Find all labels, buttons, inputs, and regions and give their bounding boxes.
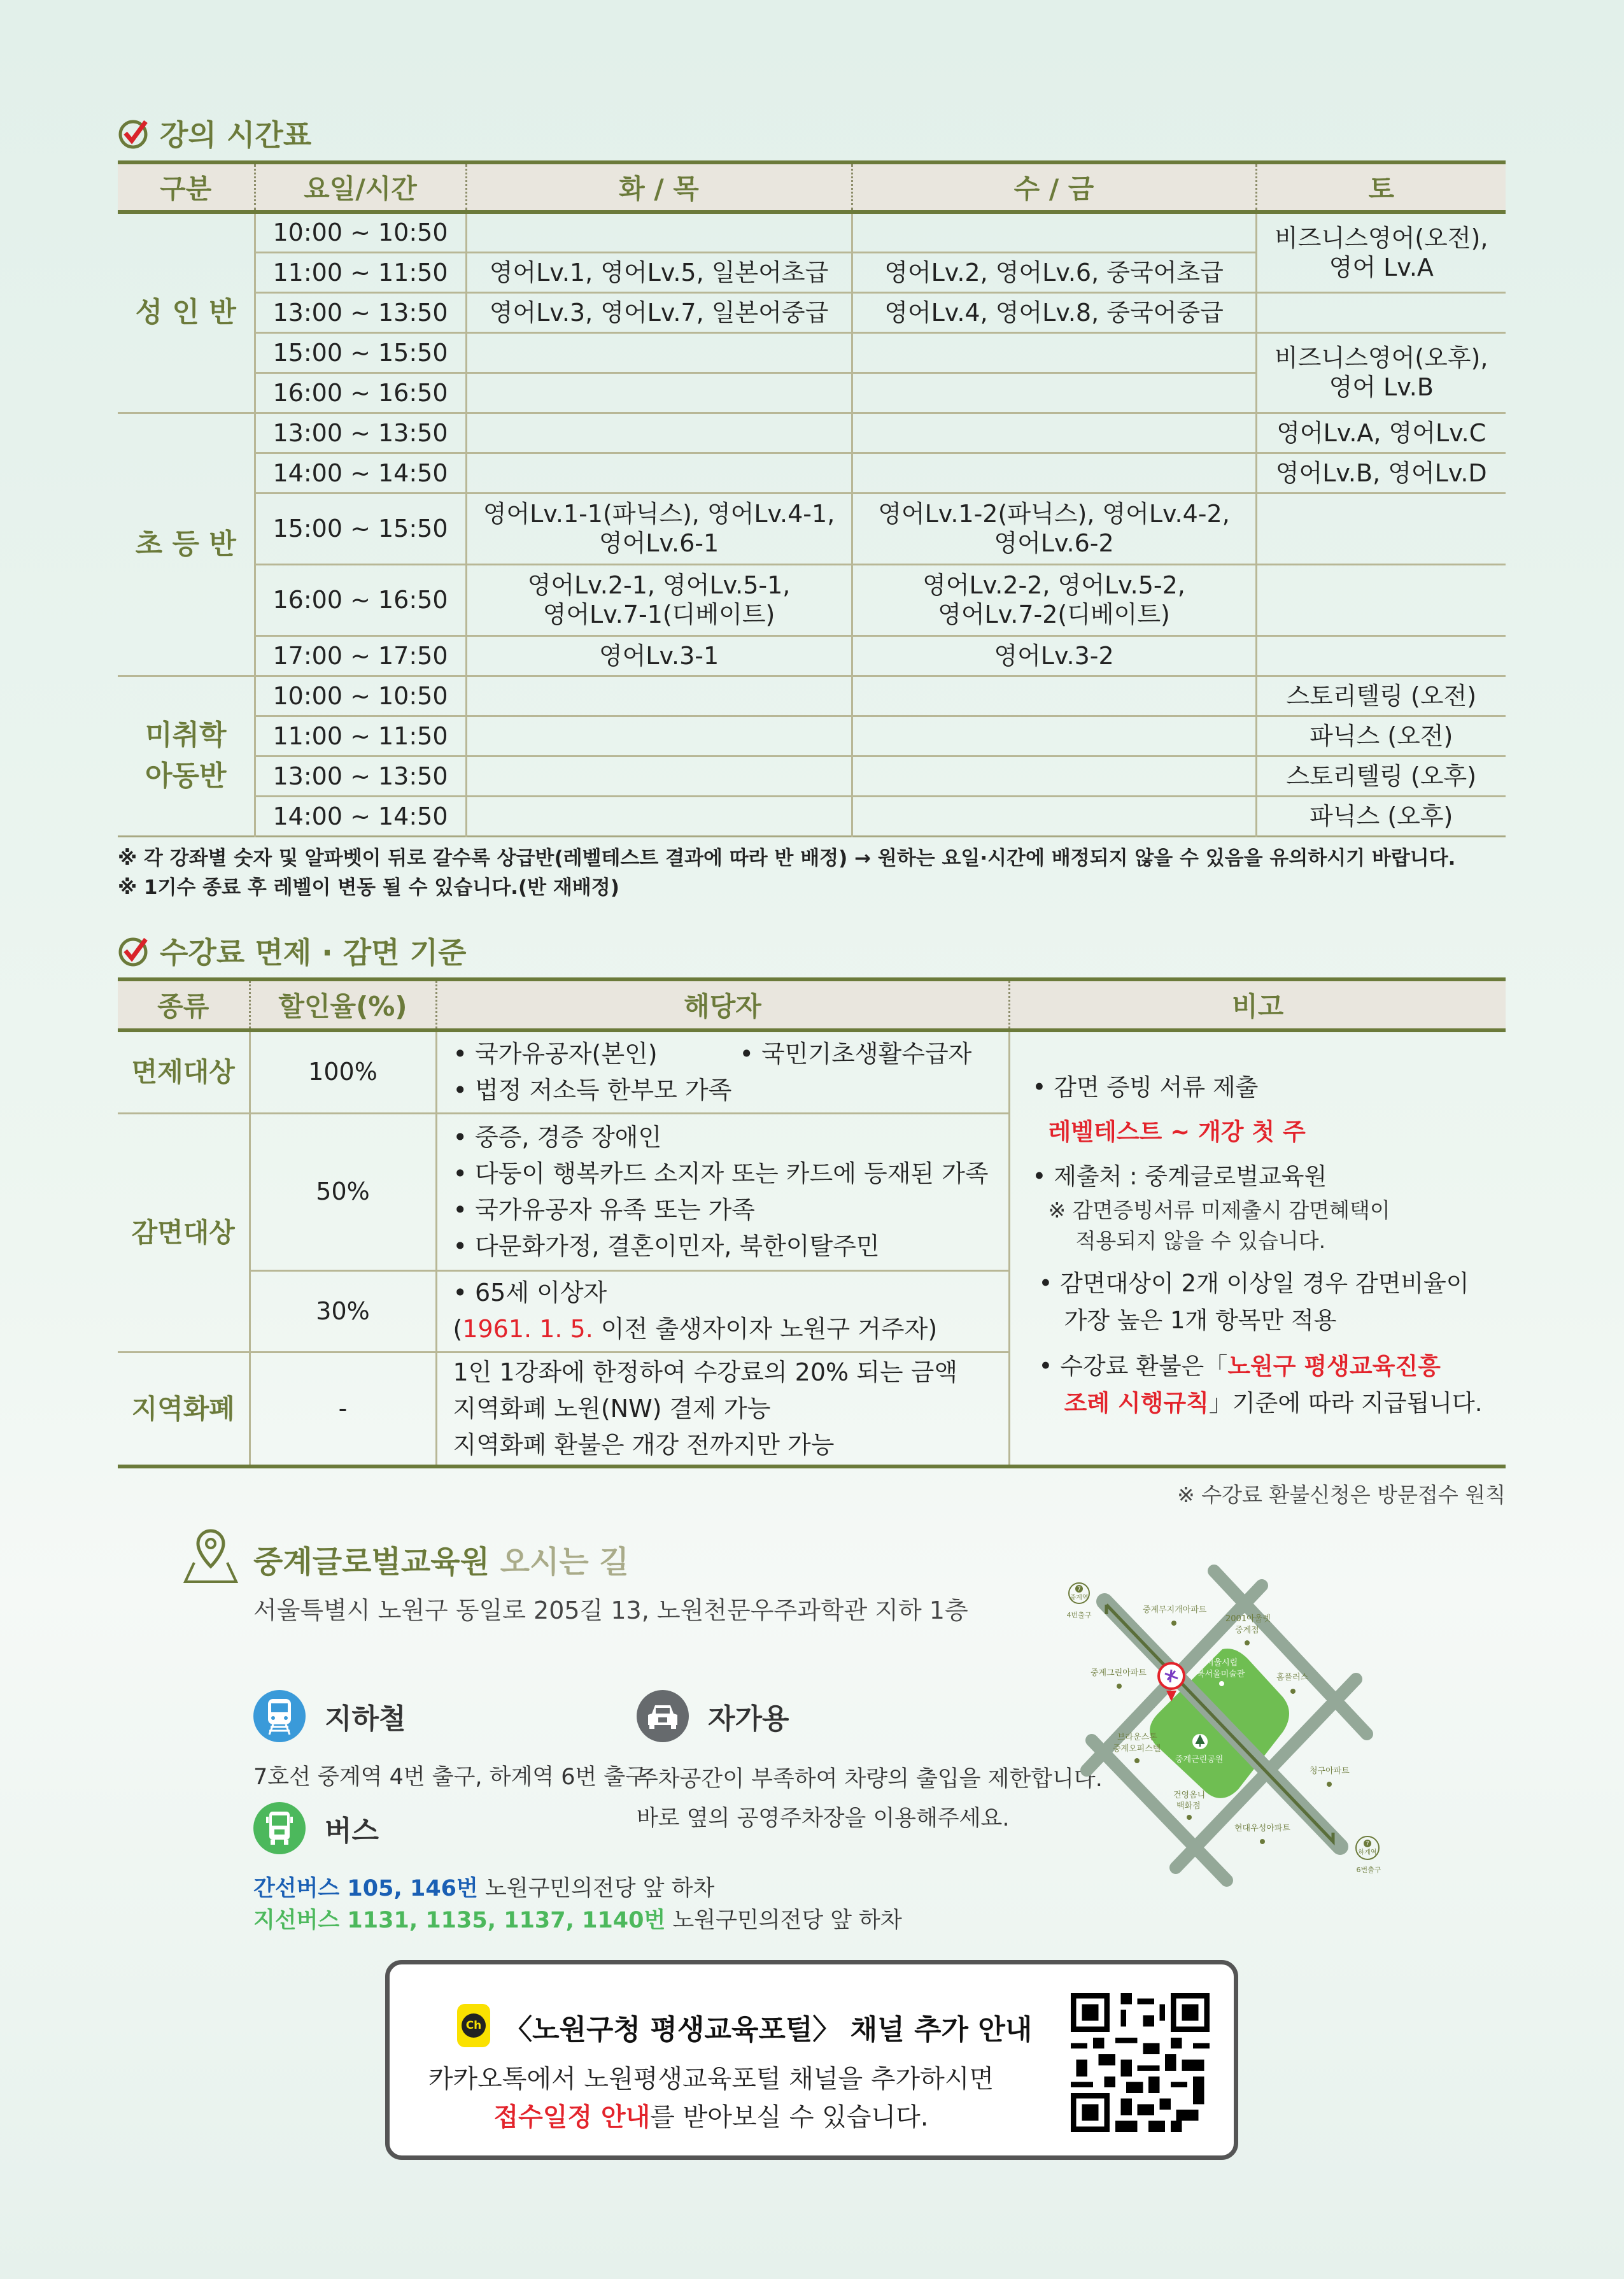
type-cell: 지역화폐 [118,1352,250,1466]
table-header-row [118,162,1506,212]
line-number: 7 [1077,1586,1081,1593]
wed-fri-cell [852,373,1256,413]
time-cell: 13:00 ~ 13:50 [255,413,466,453]
column-header: 할인율(%) [250,979,436,1030]
wed-fri-cell [852,413,1256,453]
sat-cell: 파닉스 (오후) [1256,796,1506,836]
place-label: 북서울미술관 [1197,1670,1245,1679]
tue-thu-cell [466,716,852,756]
sat-cell [1256,332,1506,413]
table-row [118,676,1506,716]
directions-title-main: 중계글로벌교육원 [253,1544,490,1580]
eligible-item: • 국가유공자 유족 또는 가족 [453,1195,756,1224]
schedule-table [118,160,1506,837]
tue-thu-cell [466,564,852,635]
map-pin-icon [181,1527,240,1586]
table-row [118,796,1506,836]
rate-cell: 30% [250,1270,436,1352]
tue-thu-cell: 영어Lv.3-1 [466,635,852,676]
bus-label: 버스 [325,1815,379,1847]
column-header: 해당자 [436,979,1009,1030]
remark-highlight: 레벨테스트 ~ 개강 첫 주 [1048,1118,1306,1146]
place-label: 홈플러스 [1276,1673,1309,1682]
sat-line: 비즈니스영어(오전), [1274,224,1488,252]
group-label-preschool [118,676,255,836]
type-cell: 면제대상 [131,1056,235,1088]
place-label: 백화점 [1176,1801,1201,1811]
car-text-line: 바로 옆의 공영주차장을 이용해주세요. [637,1806,1010,1831]
kakao-highlight: 접수일정 안내 [493,2103,651,2132]
kakao-channel-box [385,1960,1238,2160]
wed-fri-cell [852,453,1256,493]
wed-fri-cell [852,332,1256,373]
route-arrow [1106,1605,1333,1842]
type-cell: 감면대상 [118,1113,250,1352]
eligible-text: ( [453,1315,463,1343]
eligible-cell [436,1352,1009,1466]
kakao-line: 를 받아보실 수 있습니다. [650,2103,929,2132]
tue-thu-cell [466,212,852,252]
time-cell: 16:00 ~ 16:50 [255,373,466,413]
eligible-item: 지역화폐 환불은 개강 전까지만 가능 [453,1430,835,1459]
eligible-cell [436,1030,1009,1113]
car-header [637,1690,789,1742]
remark-line: • 감면 증빙 서류 제출 [1032,1073,1259,1101]
eligible-item: • 다문화가정, 결혼이민자, 북한이탈주민 [453,1232,880,1260]
kakao-description [390,2060,1033,2136]
remark-note: ※ 감면증빙서류 미제출시 감면혜택이 [1048,1197,1390,1223]
place-label: 중계그린아파트 [1091,1668,1147,1678]
bus-stop-text: 노원구민의전당 앞 하차 [477,1876,715,1901]
rate-cell: 100% [250,1030,436,1113]
station-name: 하계역 [1358,1849,1377,1856]
table-row [118,756,1506,796]
place-label: 중계근린공원 [1175,1755,1224,1764]
wed-fri-cell: 영어Lv.3-2 [852,635,1256,676]
fee-table [118,977,1506,1468]
place-label: 현대우성아파트 [1234,1824,1290,1833]
line-number: 7 [1366,1841,1369,1847]
eligible-item: • 국민기초생활수급자 [739,1039,972,1068]
time-cell: 11:00 ~ 11:50 [255,252,466,292]
refund-footnote: ※ 수강료 환불신청은 방문접수 원칙 [1177,1482,1506,1507]
table-row [118,1030,1506,1113]
eligible-cell [436,1270,1009,1352]
bus-stop-text: 노원구민의전당 앞 하차 [665,1908,902,1933]
station-exit: 6번출구 [1356,1866,1381,1874]
bus-header [253,1802,379,1854]
table-header-row [118,979,1506,1030]
remark-line: 가장 높은 1개 항목만 적용 [1064,1306,1337,1334]
time-cell: 15:00 ~ 15:50 [255,493,466,564]
qr-code[interactable] [1071,1993,1210,2132]
cell-line: 영어Lv.7-2(디베이트) [938,600,1170,628]
birth-date-highlight: 1961. 1. 5. [462,1315,593,1343]
table-row [118,716,1506,756]
tue-thu-cell: 영어Lv.3, 영어Lv.7, 일본어중급 [466,292,852,332]
time-cell: 10:00 ~ 10:50 [255,676,466,716]
column-header: 종류 [118,979,250,1030]
directions-title-sub: 오시는 길 [489,1544,629,1580]
station-exit: 4번출구 [1066,1611,1092,1619]
fees-title: 수강료 면제 · 감면 기준 [160,935,467,970]
place-label: 브라운스톤 [1117,1733,1157,1742]
sat-cell: 파닉스 (오전) [1256,716,1506,756]
time-cell: 10:00 ~ 10:50 [255,212,466,252]
sat-line: 영어 Lv.A [1329,253,1434,281]
table-row [118,332,1506,373]
cell-line: 영어Lv.2-1, 영어Lv.5-1, [527,571,791,599]
trunk-bus-line [253,1871,714,1903]
wed-fri-cell [852,564,1256,635]
tue-thu-cell [466,676,852,716]
cell-line: 영어Lv.1-2(파닉스), 영어Lv.4-2, [878,500,1230,528]
sat-cell [1256,635,1506,676]
tue-thu-cell [466,453,852,493]
sat-cell: 영어Lv.A, 영어Lv.C [1256,413,1506,453]
group-line: 미취학 [145,719,227,751]
column-header: 수 / 금 [852,162,1256,212]
table-row [118,493,1506,564]
subway-text: 7호선 중계역 4번 출구, 하계역 6번 출구 [253,1764,647,1790]
fees-section-title [118,930,466,972]
location-map [1066,1554,1464,1929]
sat-line: 영어 Lv.B [1329,373,1434,401]
cell-line: 영어Lv.2-2, 영어Lv.5-2, [922,571,1185,599]
eligible-item: • 중증, 경증 장애인 [453,1123,662,1151]
time-cell: 15:00 ~ 15:50 [255,332,466,373]
car-text [637,1759,1103,1838]
subway-icon [253,1690,306,1742]
time-cell: 11:00 ~ 11:50 [255,716,466,756]
sat-cell: 스토리텔링 (오전) [1256,676,1506,716]
eligible-item: • 다둥이 행복카드 소지자 또는 카드에 등재된 가족 [453,1159,989,1188]
directions-title [253,1537,629,1581]
wed-fri-cell [852,212,1256,252]
time-cell: 13:00 ~ 13:50 [255,756,466,796]
wed-fri-cell [852,676,1256,716]
remark-line: • 감면대상이 2개 이상일 경우 감면비율이 [1038,1269,1469,1297]
tue-thu-cell [466,756,852,796]
sat-line: 비즈니스영어(오후), [1274,344,1488,372]
subway-header [253,1690,406,1742]
time-cell: 17:00 ~ 17:50 [255,635,466,676]
column-header: 비고 [1009,979,1506,1030]
remark-highlight: 조례 시행규칙 [1064,1389,1209,1417]
kakao-title: 〈노원구청 평생교육포털〉 채널 추가 안내 [504,2013,1033,2046]
rate-cell: - [250,1352,436,1466]
remark-line: • 수강료 환불은「 [1038,1352,1228,1380]
sat-cell [1256,292,1506,332]
note-line: ※ 각 강좌별 숫자 및 알파벳이 뒤로 갈수록 상급반(레벨테스트 결과에 따라 반 배정) → 원하는 요일·시간에 배정되지 않을 수 있음을 유의하시기 바랍니다. [118,847,1456,870]
tue-thu-cell [466,796,852,836]
time-cell: 14:00 ~ 14:50 [255,453,466,493]
eligible-item: • 국가유공자(본인) [453,1039,658,1068]
time-cell: 16:00 ~ 16:50 [255,564,466,635]
table-row [118,564,1506,635]
time-cell: 14:00 ~ 14:50 [255,796,466,836]
note-line: ※ 1기수 종료 후 레벨이 변동 될 수 있습니다.(반 재배정) [118,876,619,899]
wed-fri-cell [852,756,1256,796]
checkmark-icon [118,117,151,150]
subway-label: 지하철 [325,1703,406,1735]
remark-highlight: 노원구 평생교육진흥 [1227,1352,1441,1380]
place-label: 서울시립 [1206,1658,1238,1668]
eligible-item: • 65세 이상자 [453,1279,607,1307]
eligible-item: 1인 1강좌에 한정하여 수강료의 20% 되는 금액 [453,1358,958,1386]
remark-line: 」기준에 따라 지급됩니다. [1208,1389,1483,1417]
wed-fri-cell [852,796,1256,836]
checkmark-icon [118,934,151,967]
remarks-cell [1009,1030,1506,1466]
kakao-channel-icon [457,2004,490,2047]
rate-cell: 50% [250,1113,436,1270]
wed-fri-cell: 영어Lv.2, 영어Lv.6, 중국어초급 [852,252,1256,292]
group-line: 아동반 [145,760,227,792]
sat-cell [1256,493,1506,564]
cell-line: 영어Lv.6-1 [598,529,719,557]
cell-line: 영어Lv.7-1(디베이트) [542,600,775,628]
address: 서울특별시 노원구 동일로 205길 13, 노원천문우주과학관 지하 1층 [253,1596,968,1624]
table-row [118,413,1506,453]
wed-fri-cell: 영어Lv.4, 영어Lv.8, 중국어중급 [852,292,1256,332]
time-cell: 13:00 ~ 13:50 [255,292,466,332]
wed-fri-cell [852,716,1256,756]
column-header: 토 [1256,162,1506,212]
tue-thu-cell [466,373,852,413]
place-label: 청구아파트 [1310,1766,1350,1776]
eligible-cell [436,1113,1009,1270]
table-row [118,212,1506,252]
eligible-text: 이전 출생자이자 노원구 거주자) [593,1315,938,1343]
sat-cell: 스토리텔링 (오후) [1256,756,1506,796]
tue-thu-cell [466,493,852,564]
place-label: 건영옴니 [1173,1791,1206,1800]
tue-thu-cell [466,413,852,453]
schedule-title: 강의 시간표 [160,118,312,152]
kakao-line: 카카오톡에서 노원평생교육포털 채널을 추가하시면 [428,2064,994,2094]
place-label: 2001아울렛 [1225,1614,1271,1624]
branch-bus-line [253,1903,902,1935]
sat-cell: 영어Lv.B, 영어Lv.D [1256,453,1506,493]
schedule-notes [118,844,1455,902]
eligible-item: 지역화폐 노원(NW) 결제 가능 [453,1394,771,1423]
tue-thu-cell [466,332,852,373]
group-label-elementary: 초 등 반 [118,413,255,676]
column-header: 구분 [118,162,255,212]
sat-cell [1256,564,1506,635]
place-label: 중계점 [1235,1626,1259,1635]
group-label-adult: 성 인 반 [135,296,236,329]
eligible-item: • 법정 저소득 한부모 가족 [453,1076,732,1104]
column-header: 화 / 목 [466,162,852,212]
trunk-bus-numbers: 간선버스 105, 146번 [253,1876,478,1901]
table-row [118,635,1506,676]
kakao-icon-text: Ch [462,2013,486,2038]
car-label: 자가용 [708,1703,789,1735]
place-label: 중계무지개아파트 [1143,1605,1207,1615]
branch-bus-numbers: 지선버스 1131, 1135, 1137, 1140번 [253,1908,666,1933]
table-row [118,292,1506,332]
remark-line: • 제출처 : 중계글로벌교육원 [1032,1162,1327,1190]
car-icon [637,1690,689,1742]
place-label: 중계오피스텔 [1113,1744,1161,1754]
cell-line: 영어Lv.1-1(파닉스), 영어Lv.4-1, [483,500,835,528]
table-row [118,453,1506,493]
remark-note: 적용되지 않을 수 있습니다. [1075,1228,1326,1253]
sat-cell [1256,212,1506,292]
cell-line: 영어Lv.6-2 [994,529,1114,557]
wed-fri-cell [852,493,1256,564]
column-header: 요일/시간 [255,162,466,212]
car-text-line: 주차공간이 부족하여 차량의 출입을 제한합니다. [637,1766,1103,1792]
tue-thu-cell: 영어Lv.1, 영어Lv.5, 일본어초급 [466,252,852,292]
schedule-section-title [118,112,311,154]
bus-icon [253,1802,306,1854]
station-name: 중계역 [1070,1594,1089,1601]
